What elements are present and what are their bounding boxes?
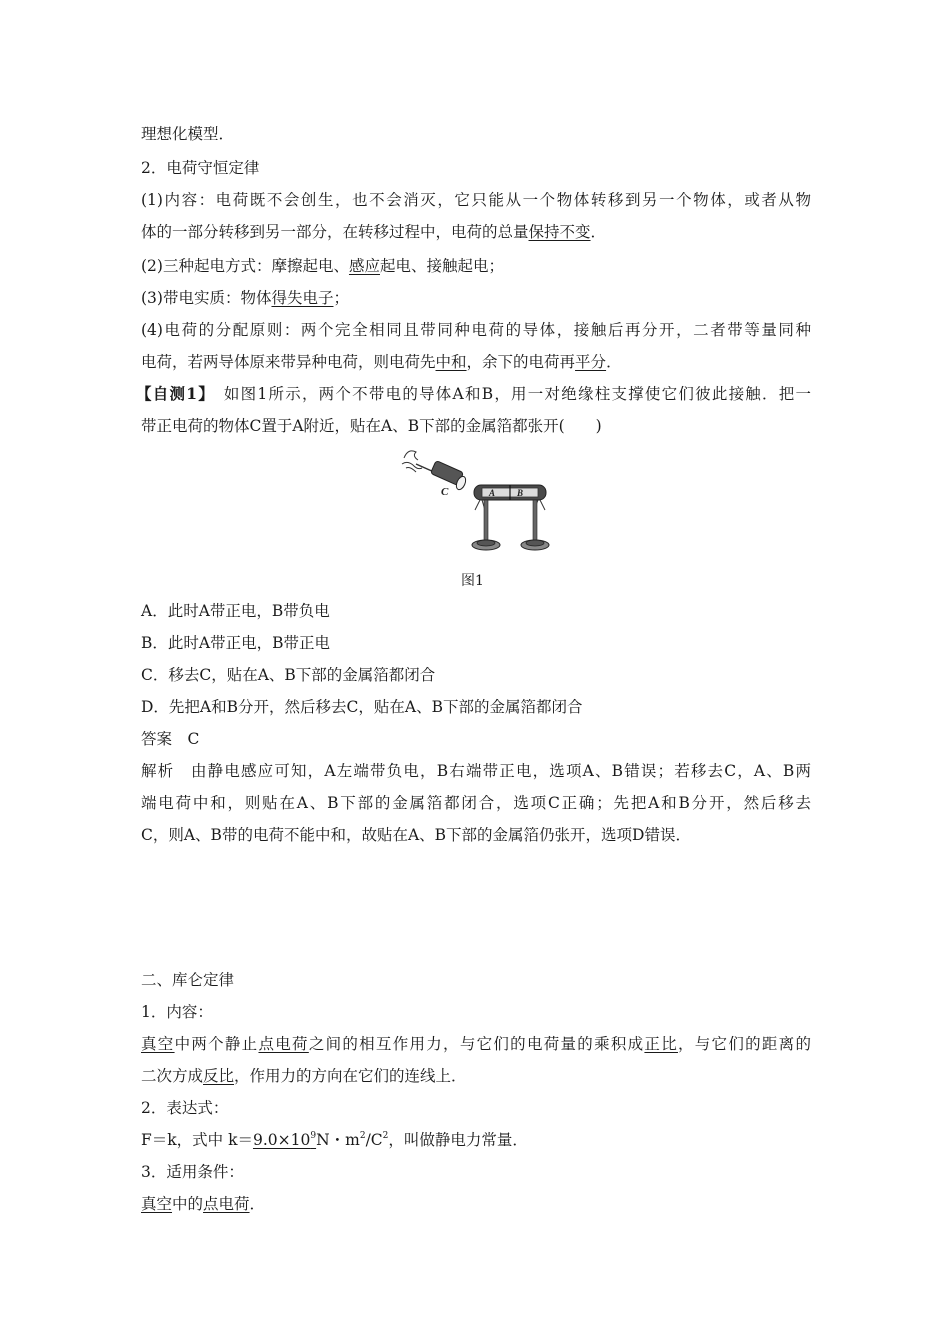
section-heading: 2．电荷守恒定律 — [141, 159, 260, 177]
underlined-term: 反比 — [203, 1067, 235, 1085]
paragraph-line: (2)三种起电方式：摩擦起电、感应起电、接触起电； — [141, 257, 504, 275]
paragraph-line: 电荷，若两导体原来带异种电荷，则电荷先中和，余下的电荷再平分． — [141, 353, 622, 371]
figure-conductors-diagram — [398, 444, 553, 556]
underlined-term: 平分 — [575, 353, 607, 371]
explanation-line: 端电荷中和，则贴在A、B下部的金属箔都闭合，选项C正确；先把A和B分开，然后移去 — [141, 794, 811, 812]
question-stem: 带正电荷的物体C置于A附近，贴在A、B下部的金属箔都张开( ) — [141, 417, 602, 435]
subheading: 1．内容： — [141, 1003, 213, 1021]
option-a: A．此时A带正电，B带负电 — [141, 602, 330, 620]
insulating-stand-right — [521, 500, 549, 550]
paragraph-line: 真空中两个静止点电荷之间的相互作用力，与它们的电荷量的乘积成正比，与它们的距离的 — [141, 1035, 811, 1053]
underlined-term: 感应 — [348, 257, 380, 275]
paragraph-line: (1)内容：电荷既不会创生，也不会消灭，它只能从一个物体转移到另一个物体，或者从物 — [141, 191, 811, 209]
figure-caption: 图1 — [461, 573, 484, 589]
option-b: B．此时A带正电，B带正电 — [141, 634, 330, 652]
paragraph-line: 体的一部分转移到另一部分，在转移过程中，电荷的总量保持不变． — [141, 223, 607, 241]
section-heading: 二、库仑定律 — [141, 971, 235, 989]
text-line: 理想化模型． — [141, 125, 235, 143]
question-tag: 【自测1】 — [136, 384, 208, 403]
paragraph-line: 真空中的点电荷． — [141, 1195, 266, 1213]
subheading: 3．适用条件： — [141, 1163, 244, 1181]
label-a: A — [489, 488, 496, 498]
foil-a — [475, 500, 485, 510]
label-b: B — [517, 488, 524, 498]
underlined-value: $9.0\times 10^9$ — [252, 1131, 317, 1149]
formula-line: F＝k，式中 $k=9.0\times 10^9N$・$m^2/C^2$，叫做静电力常量． — [141, 1131, 528, 1149]
explanation-line: 解析 由静电感应可知，A左端带负电，B右端带正电，选项A、B错误；若移去C，A、B两 — [141, 762, 811, 780]
charged-rod-c — [430, 461, 467, 492]
explanation-line: C，则A、B带的电荷不能中和，故贴在A、B下部的金属箔仍张开，选项D错误． — [141, 826, 691, 844]
underlined-term: 中和 — [435, 353, 467, 371]
option-c: C．移去C，贴在A、B下部的金属箔都闭合 — [141, 666, 436, 684]
paragraph-line: (4)电荷的分配原则：两个完全相同且带同种电荷的导体，接触后再分开，二者带等量同种 — [141, 321, 811, 339]
underlined-term: 保持不变 — [528, 223, 591, 241]
hand-icon — [404, 451, 418, 460]
paragraph-line: (3)带电实质：物体得失电子； — [141, 289, 349, 307]
answer: 答案 C — [141, 730, 200, 748]
label-c: C — [441, 486, 449, 498]
question-stem: 【自测1】 如图1所示，两个不带电的导体A和B，用一对绝缘柱支撑使它们彼此接触．把一 — [136, 384, 811, 403]
paragraph-line: 二次方成反比，作用力的方向在它们的连线上． — [141, 1067, 467, 1085]
subheading: 2．表达式： — [141, 1099, 229, 1117]
conductor-ab — [474, 485, 546, 500]
underlined-term: 得失电子 — [271, 289, 334, 307]
option-d: D．先把A和B分开，然后移去C，贴在A、B下部的金属箔都闭合 — [141, 698, 583, 716]
